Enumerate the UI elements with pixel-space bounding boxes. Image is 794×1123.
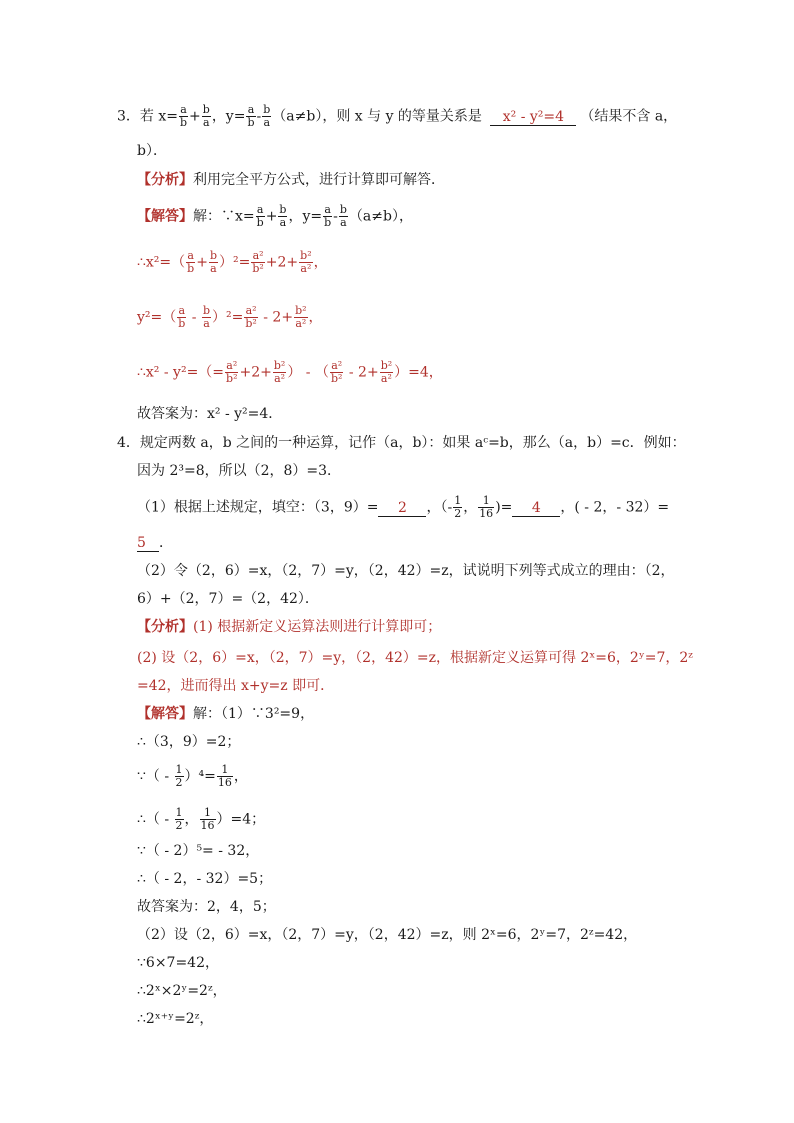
q4-step-6: 故答案为：2，4，5； [137, 899, 276, 915]
q4-step-10: ∴2ˣ⁺ʸ=2ᶻ， [137, 1011, 214, 1027]
q3-answer: 故答案为：x² - y²=4． [137, 406, 283, 422]
q3-step-1: ∴x²=（ $\frac{a}{b}$ + $\frac{b}{a}$ ）²= $\frac{\text{a²}}{\text{b²}}$ +2+ $\frac{\text{b²}}{\text{a²}}$ ， [137, 249, 328, 275]
q3-line-2: b）． [137, 143, 167, 159]
q3-line-1: 3．若 x= $\frac{a}{b}$ + $\frac{b}{a}$ ，y= $\frac{a}{b}$ - $\frac{b}{a}$ （a≠b），则 x 与 y 的等量关系是 x² - y²=4 （结果不含 a， [117, 103, 678, 129]
q4-analysis-3: =42，进而得出 x+y=z 即可． [137, 678, 335, 694]
q3-answer-blank: x² - y²=4 [490, 109, 576, 126]
fraction-a-over-b: $\frac{a}{b}$ [179, 103, 188, 129]
q4-step-4: ∵（ - 2）⁵= - 32， [137, 843, 260, 859]
q4-step-3: ∴（ - $\frac{1}{2}$ ， $\frac{1}{16}$ ）=4； [137, 806, 266, 832]
q4-step-8: ∵6×7=42， [137, 955, 219, 971]
q4-step-1: ∴（3，9）=2； [137, 734, 241, 750]
q4-blank-1: 2 [378, 500, 426, 517]
q4-step-7: （2）设（2，6）=x，（2，7）=y，（2，42）=z，则 2ˣ=6，2ʸ=7，2ᶻ=42， [137, 927, 638, 943]
q4-line-2: 因为 2³=8，所以（2，8）=3． [137, 463, 342, 479]
q3-analysis: 【分析】利用完全平方公式，进行计算即可解答． [137, 172, 445, 188]
q3-step-2: y²=（ $\frac{a}{b}$ - $\frac{b}{a}$ ）²= $\frac{\text{a²}}{\text{b²}}$ - 2+ $\frac{\text{b²}}{\text{a²}}$ ， [137, 304, 323, 330]
q4-line-1: 4．规定两数 a，b 之间的一种运算，记作（a，b）：如果 aᶜ=b，那么（a，b）=c．例如： [117, 435, 686, 451]
q3-step-3: ∴x² - y²=（= $\frac{\text{a²}}{\text{b²}}$ +2+ $\frac{\text{b²}}{\text{a²}}$ ） - （ $\frac{\text{a²}}{\text{b²}}$ - 2+ $\frac{\text{b²}}{\text{a²}}$ ）=4， [137, 359, 443, 385]
q4-analysis-1: 【分析】(1) 根据新定义运算法则进行计算即可； [137, 619, 442, 635]
q3-solution-start: 【解答】解：∵x= $\frac{a}{b}$ + $\frac{b}{a}$ ，y= $\frac{a}{b}$ - $\frac{b}{a}$ （a≠b）， [137, 203, 413, 229]
q4-part2-line-1: （2）令（2，6）=x，（2，7）=y，（2，42）=z，试说明下列等式成立的理由：（2， [137, 563, 675, 579]
q4-step-9: ∴2ˣ×2ʸ=2ᶻ， [137, 983, 227, 999]
q4-blank-2: 4 [512, 500, 560, 517]
q4-part1: （1）根据上述规定，填空：（3，9）= 2 ，（- $\frac{1}{2}$ ， $\frac{1}{16}$ )= 4 ，( - 2，- 32）= [137, 494, 670, 520]
q4-blank-3: 5 [137, 535, 159, 552]
fraction-b-over-a: $\frac{b}{a}$ [202, 103, 210, 129]
q4-step-5: ∴（ - 2，- 32）=5； [137, 871, 273, 887]
q4-part1-cont: 5 ． [137, 535, 173, 551]
q4-step-2: ∵（ - $\frac{1}{2}$ ）⁴= $\frac{1}{16}$ ， [137, 763, 248, 789]
q4-solution-start: 【解答】解：（1）∵3²=9， [137, 706, 315, 722]
q4-part2-line-2: 6）+（2，7）=（2，42）． [137, 591, 319, 607]
q4-analysis-2: (2) 设（2，6）=x，（2，7）=y，（2，42）=z，根据新定义运算可得 2ˣ=6，2ʸ=7，2ᶻ [137, 650, 693, 666]
